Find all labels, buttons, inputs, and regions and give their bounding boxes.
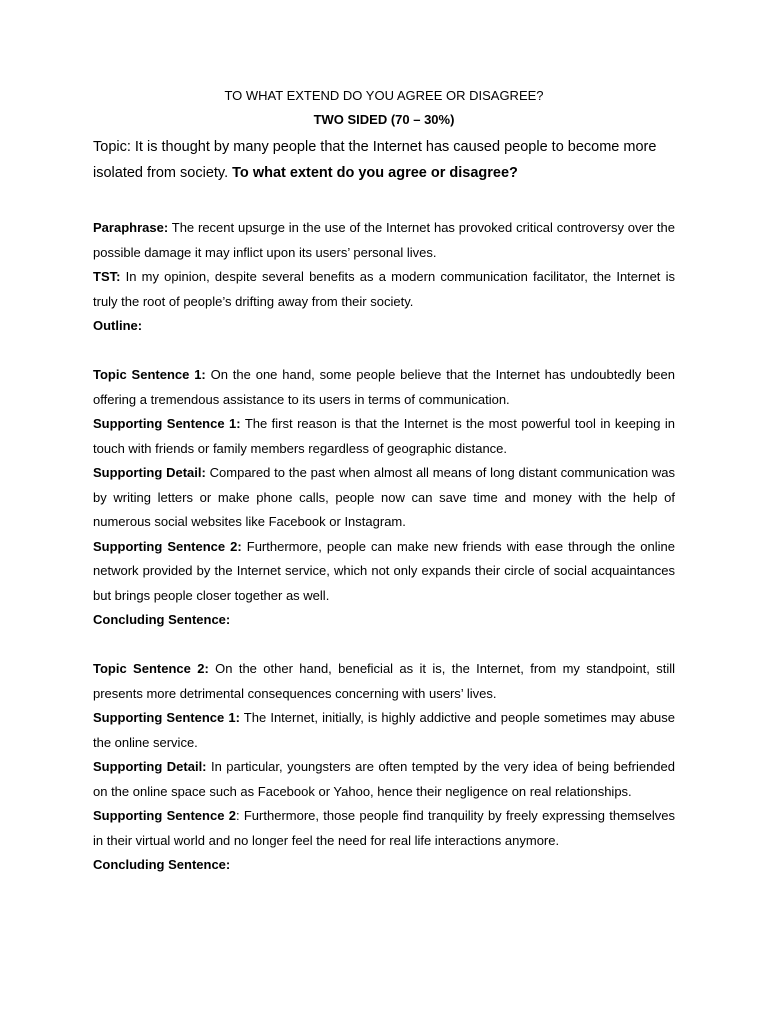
body2-concluding-sentence [93,853,675,878]
body2-detail-label: Supporting Detail: [93,759,207,774]
paraphrase-text: The recent upsurge in the use of the Internet has provoked critical controversy over the possible damage it may inflict upon its users’ personal lives. [93,220,675,260]
document-subtitle: TWO SIDED (70 – 30%) [313,112,455,127]
tst-label: TST: [93,269,121,284]
outline-label: Outline: [93,318,143,333]
body1-support2-label: Supporting Sentence 2: [93,538,242,554]
body1-topic-sentence [93,363,675,412]
topic-question: To what extent do you agree or disagree? [232,165,518,181]
body1-concluding-label: Concluding Sentence: [93,612,231,627]
body2-supporting-sentence-1 [93,706,675,755]
document-page [93,86,675,878]
body1-topic-text: On the one hand, some people believe that the Internet has undoubtedly been offering a tremendous assistance to its users in terms of communication. [93,367,675,407]
body1-support1-text: The first reason is that the Internet is the most powerful tool in keeping in touch with friends or family members regardless of geographic distance. [93,416,675,456]
body2-detail-text: In particular, youngsters are often tempted by the very idea of being befriended on the online space such as Facebook or Yahoo, hence their negligence on real relationships. [93,759,675,799]
document-title: TO WHAT EXTEND DO YOU AGREE OR DISAGREE? [224,88,544,103]
body2-supporting-sentence-2 [93,804,675,853]
body2-support2-label: Supporting Sentence 2 [93,808,236,823]
tst-paragraph [93,265,675,314]
paraphrase-label: Paraphrase: [93,220,169,235]
paraphrase-paragraph [93,216,675,265]
body1-support1-label: Supporting Sentence 1: [93,416,241,431]
body2-support1-label: Supporting Sentence 1: [93,710,240,725]
body2-support2-text: : Furthermore, those people find tranquility by freely expressing themselves in their virtual world and no longer feel the need for real life interactions anymore. [93,808,675,848]
body1-support2-text: Furthermore, people can make new friends with ease through the online network provided by the Internet service, which not only expands their circle of social acquaintances but brings people closer together as well. [93,538,675,603]
spacer [93,633,675,658]
body2-concluding-label: Concluding Sentence: [93,857,231,872]
body1-supporting-sentence-2 [93,535,675,609]
topic-paragraph [93,134,675,186]
body2-topic-label: Topic Sentence 2: [93,661,209,676]
body1-detail-label: Supporting Detail: [93,465,206,480]
spacer [93,339,675,364]
body2-support1-text: The Internet, initially, is highly addictive and people sometimes may abuse the online service. [93,710,675,750]
outline-heading [93,314,675,339]
body1-topic-label: Topic Sentence 1: [93,367,206,382]
spacer [93,186,675,216]
body2-supporting-detail [93,755,675,804]
topic-text: Topic: It is thought by many people that the Internet has caused people to become more isolated from society. [93,139,657,181]
body1-supporting-sentence-1 [93,412,675,461]
body1-supporting-detail [93,461,675,535]
body1-detail-text: Compared to the past when almost all means of long distant communication was by writing letters or make phone calls, people now can save time and money with the help of numerous social websites like Facebook or Instagram. [93,465,675,529]
tst-text: In my opinion, despite several benefits as a modern communication facilitator, the Internet is truly the root of people’s drifting away from their society. [93,269,675,309]
body1-concluding-sentence [93,608,675,633]
body2-topic-text: On the other hand, beneficial as it is, the Internet, from my standpoint, still presents more detrimental consequences concerning with users’ lives. [93,661,675,701]
body2-topic-sentence [93,657,675,706]
